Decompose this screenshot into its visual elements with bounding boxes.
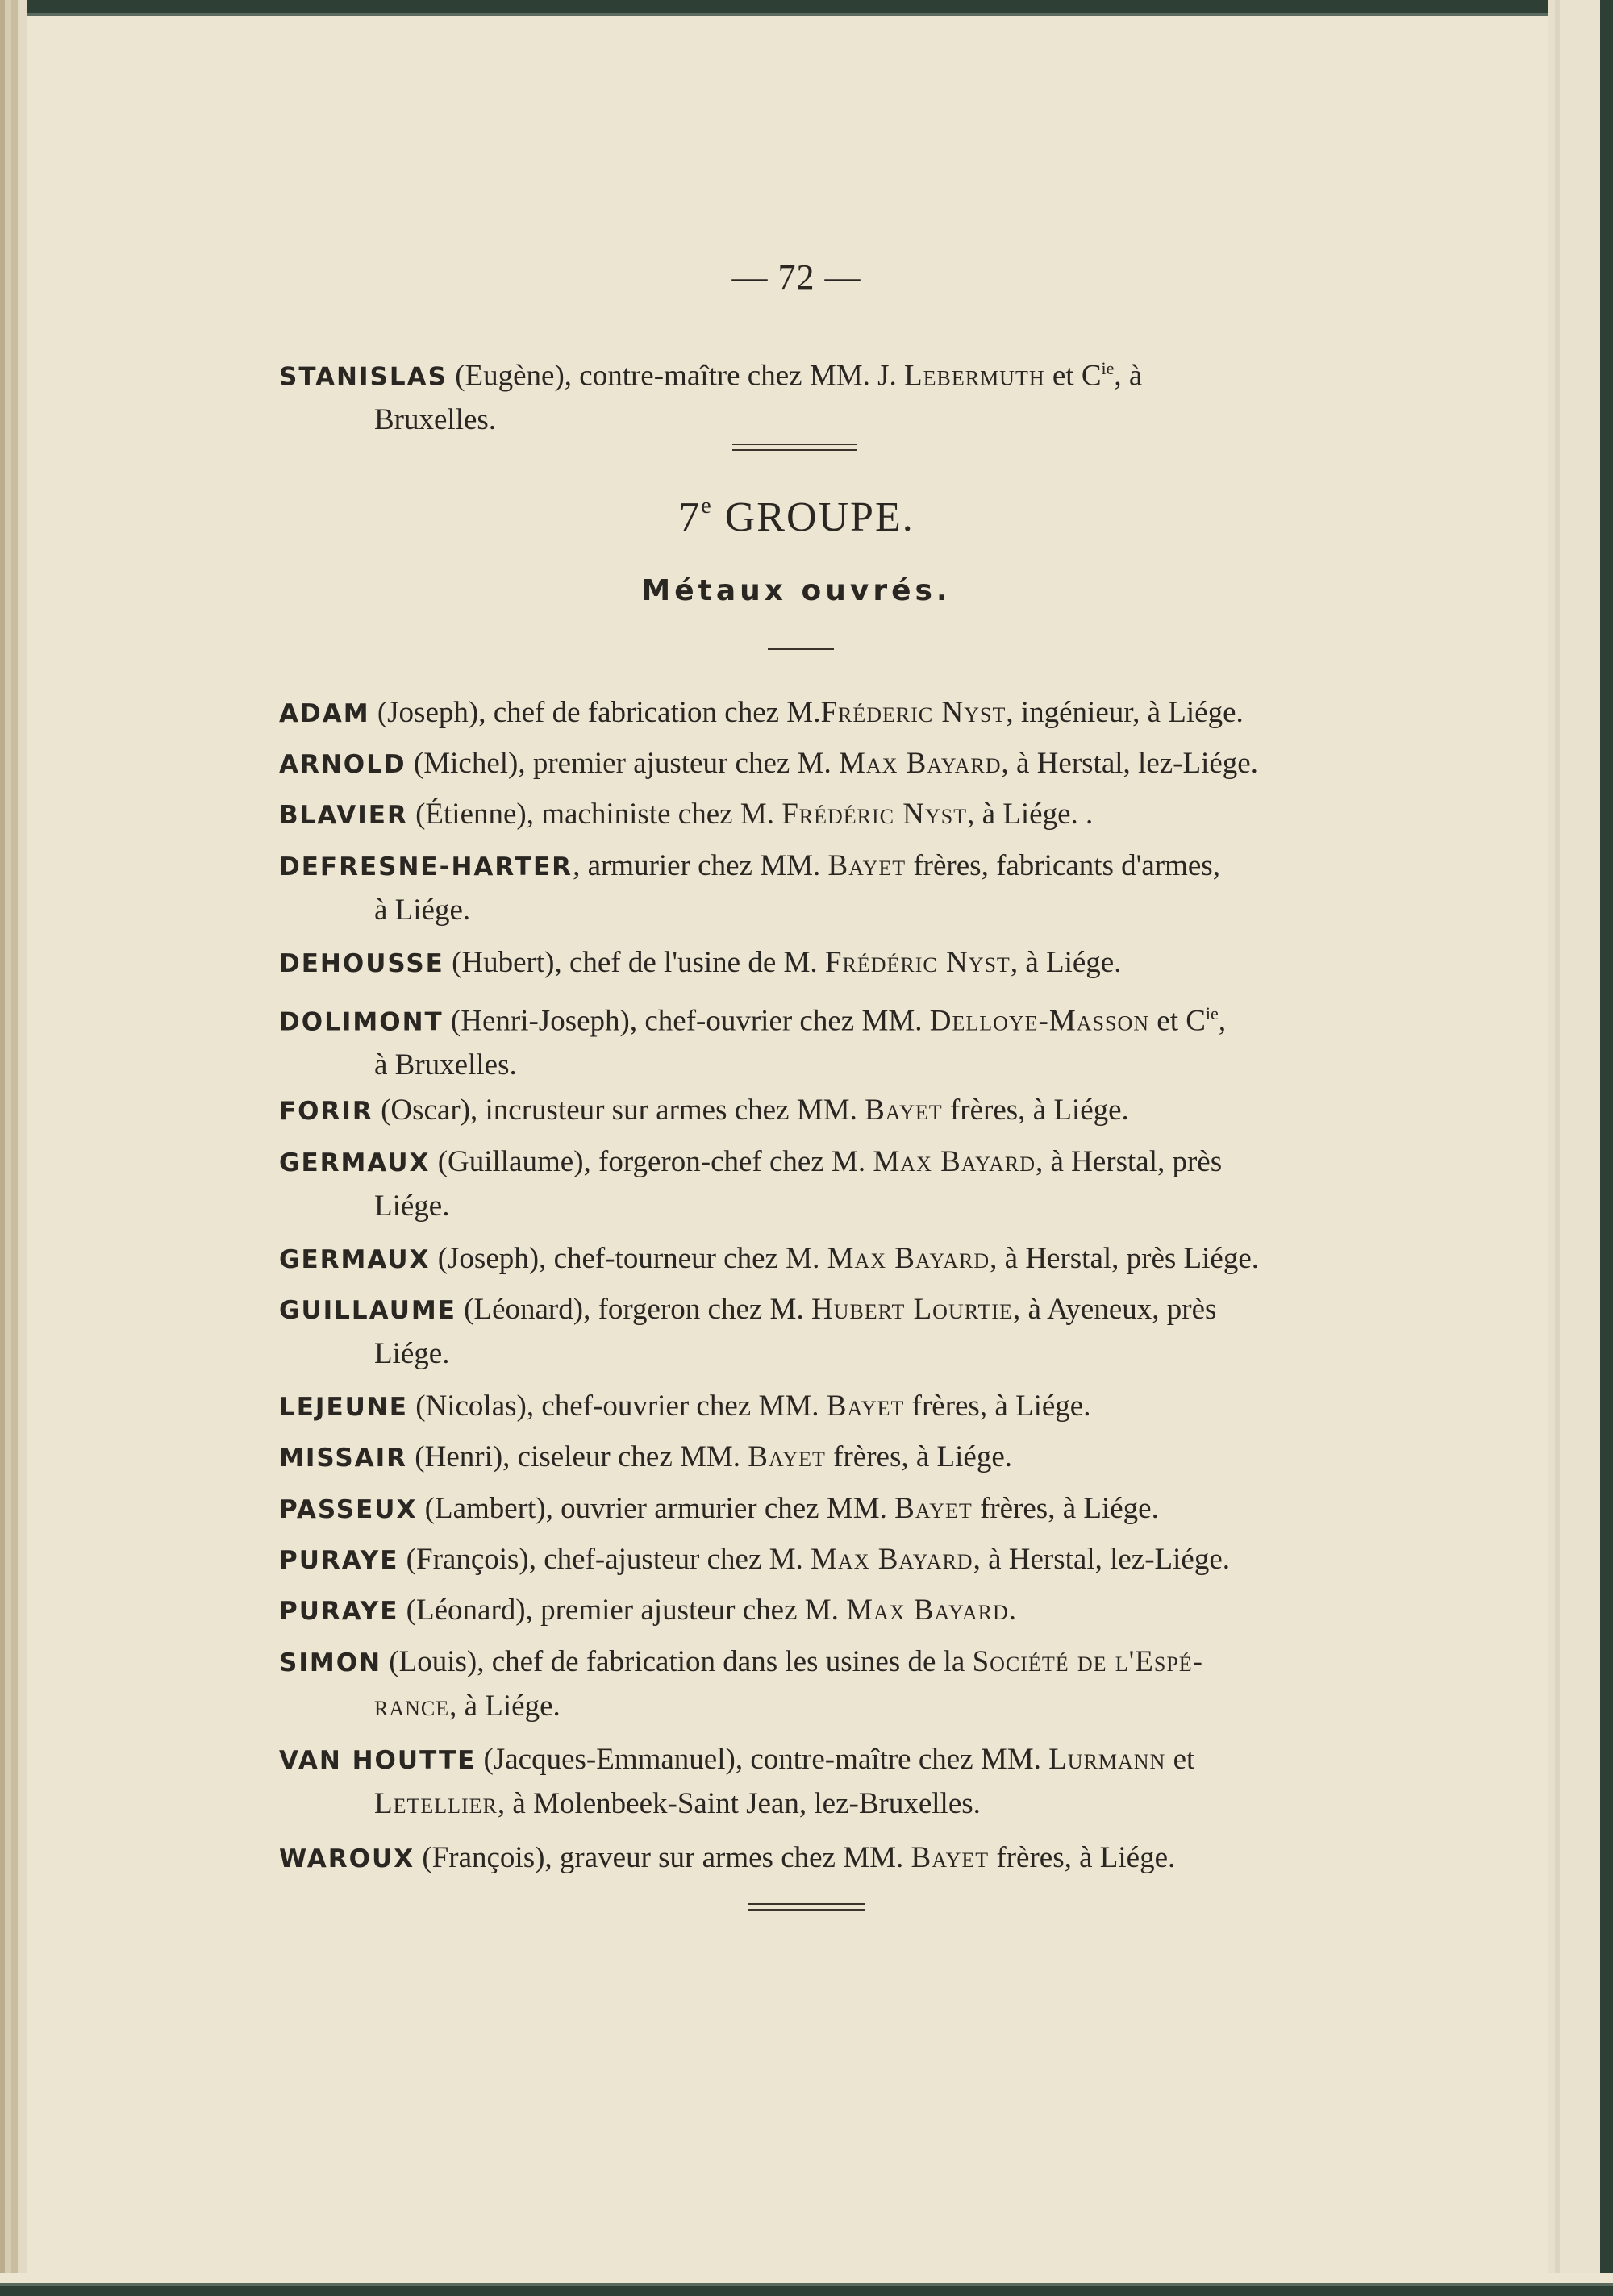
entry-text: (Joseph), chef-tourneur chez M. xyxy=(430,1242,827,1275)
entry-firm: Lurmann xyxy=(1048,1743,1166,1776)
entry-firm: Max Bayard xyxy=(873,1145,1036,1178)
entry-text: (Nicolas), chef-ouvrier chez MM. xyxy=(407,1390,827,1423)
entry-text: (François), graveur sur armes chez MM. xyxy=(415,1841,911,1874)
entry-firm: Frédéric Nyst xyxy=(781,798,968,831)
entry-text: (Étienne), machiniste chez M. xyxy=(407,798,782,831)
double-rule-end xyxy=(748,1903,865,1911)
list-item xyxy=(279,793,1327,837)
list-item xyxy=(279,1288,1327,1376)
entry-continuation-text: à Bruxelles. xyxy=(374,1048,517,1082)
entry-name: PASSEUX xyxy=(279,1495,418,1524)
entry-continuation-firm: Letellier xyxy=(374,1787,498,1820)
entry-name: MISSAIR xyxy=(279,1444,408,1473)
entry-text: (Léonard), premier ajusteur chez M. xyxy=(398,1594,847,1627)
entry-name: GERMAUX xyxy=(279,1245,431,1274)
entry-text-after: frères, à Liége. xyxy=(989,1841,1176,1874)
entry-name: ARNOLD xyxy=(279,750,406,779)
entry-superscript: ie xyxy=(1205,1003,1219,1023)
entry-name: GUILLAUME xyxy=(279,1296,456,1325)
entry-name: VAN HOUTTE xyxy=(279,1746,477,1775)
list-item xyxy=(279,844,1327,932)
entry-text-after: , à Herstal, lez-Liége. xyxy=(973,1543,1231,1576)
entry-firm: Bayet xyxy=(865,1094,943,1127)
entry-superscript: ie xyxy=(1101,358,1115,378)
entry-name: DEFRESNE-HARTER xyxy=(279,852,573,881)
entry-text: , armurier chez MM. xyxy=(573,849,828,882)
entry-text: (Oscar), incrusteur sur armes chez MM. xyxy=(373,1094,865,1127)
entry-text: (Guillaume), forgeron-chef chez M. xyxy=(430,1145,873,1178)
entry-text-end: , à xyxy=(1114,359,1143,393)
entry-text-after: et xyxy=(1165,1743,1195,1776)
entry-firm: Lebermuth xyxy=(904,359,1045,393)
entry-continuation xyxy=(279,1332,1327,1376)
entry-text: (Jacques-Emmanuel), contre-maître chez MM. xyxy=(476,1743,1049,1776)
list-item xyxy=(279,1738,1327,1826)
entry-continuation xyxy=(279,1782,1327,1826)
entry-firm: Bayet xyxy=(911,1841,990,1874)
entry-text-after: frères, fabricants d'armes, xyxy=(906,849,1220,882)
entry-text-after: , à Ayeneux, près xyxy=(1012,1293,1217,1326)
entry-firm: Bayet xyxy=(748,1440,826,1473)
list-item xyxy=(279,1589,1327,1633)
entry-firm: Bayet xyxy=(894,1492,973,1525)
list-item xyxy=(279,1836,1327,1881)
entry-text: (Joseph), chef de fabrication chez M. xyxy=(369,696,821,729)
entry-firm: Max Bayard xyxy=(827,1242,990,1275)
entry-text: (Hubert), chef de l'usine de M. xyxy=(444,946,825,979)
entry-text-end: , xyxy=(1218,1004,1227,1038)
entry-continuation xyxy=(279,1185,1327,1228)
list-item xyxy=(279,1140,1327,1228)
entry-firm: Max Bayard xyxy=(811,1543,973,1576)
list-item xyxy=(279,691,1327,735)
group-subheading: Métaux ouvrés. xyxy=(641,574,952,607)
entry-firm: Frédéric Nyst xyxy=(824,946,1011,979)
book-spine-edge xyxy=(0,0,27,2296)
double-rule-divider xyxy=(732,444,857,451)
entry-name: DEHOUSSE xyxy=(279,949,444,978)
entry-continuation xyxy=(279,1685,1327,1728)
list-item xyxy=(279,1436,1327,1480)
page-top-edge xyxy=(0,0,1613,21)
single-rule-divider xyxy=(768,648,834,650)
entry-text: (Eugène), contre-maître chez MM. J. xyxy=(455,359,905,393)
group-number-suffix: e xyxy=(701,494,713,519)
list-item xyxy=(279,1237,1327,1281)
page-number: — 72 — xyxy=(731,257,861,297)
entry-name: WAROUX xyxy=(279,1844,415,1873)
list-item xyxy=(279,941,1327,985)
page-bottom-edge xyxy=(0,2273,1613,2296)
entry-firm: Société de l'Espé- xyxy=(972,1645,1204,1678)
entry-text: (Lambert), ouvrier armurier chez MM. xyxy=(417,1492,895,1525)
list-item xyxy=(279,1640,1327,1728)
entry-text-after: frères, à Liége. xyxy=(825,1440,1013,1473)
list-item xyxy=(279,1487,1327,1531)
entry-continuation: Bruxelles. xyxy=(374,403,497,437)
entry-text-after: frères, à Liége. xyxy=(972,1492,1159,1525)
entry-continuation-text: à Liége. xyxy=(374,894,471,927)
entry-text: (Henri), ciseleur chez MM. xyxy=(407,1440,748,1473)
entry-firm: Delloye-Masson xyxy=(929,1004,1150,1038)
list-item xyxy=(279,1538,1327,1582)
group-heading xyxy=(0,494,1593,541)
entry-text-after: , à Herstal, lez-Liége. xyxy=(1001,747,1258,780)
entry-firm: Bayet xyxy=(827,849,907,882)
list-item xyxy=(279,992,1327,1087)
entry-continuation-text: Liége. xyxy=(374,1337,450,1370)
list-item xyxy=(279,742,1327,786)
entry-continuation-firm: rance xyxy=(374,1690,450,1723)
list-item xyxy=(279,1089,1327,1133)
entry-name: PURAYE xyxy=(279,1546,399,1575)
entry-text-after: , à Liége. xyxy=(1010,946,1122,979)
entry-text-after: frères, à Liége. xyxy=(942,1094,1129,1127)
entry-name: PURAYE xyxy=(279,1597,399,1626)
entry-name: SIMON xyxy=(279,1648,382,1677)
entry-name: BLAVIER xyxy=(279,801,408,830)
entry-name: DOLIMONT xyxy=(279,1007,444,1037)
entry-text-after: . xyxy=(1008,1594,1016,1627)
entry-name: ADAM xyxy=(279,699,370,728)
group-number: 7 xyxy=(678,494,702,540)
entry-firm: Bayet xyxy=(826,1390,905,1423)
list-item xyxy=(279,1385,1327,1429)
entry-text-after: , à Herstal, près xyxy=(1035,1145,1223,1178)
entry-continuation-text: , à Molenbeek-Saint Jean, lez-Bruxelles. xyxy=(497,1787,981,1820)
entry-text-after: et C xyxy=(1149,1004,1206,1038)
entry-text: (Henri-Joseph), chef-ouvrier chez MM. xyxy=(443,1004,930,1038)
entry-text: (Léonard), forgeron chez M. xyxy=(456,1293,811,1326)
entry-text-after: , à Herstal, près Liége. xyxy=(990,1242,1260,1275)
entry-name: FORIR xyxy=(279,1097,373,1126)
entry-firm: Max Bayard xyxy=(846,1594,1009,1627)
entry-text-after: et C xyxy=(1052,359,1102,393)
entry-name: LEJEUNE xyxy=(279,1393,408,1422)
entry-continuation-text: Liége. xyxy=(374,1190,450,1223)
entry-name: GERMAUX xyxy=(279,1148,431,1177)
entry-text-after: frères, à Liége. xyxy=(904,1390,1091,1423)
entry-firm: Hubert Lourtie xyxy=(811,1293,1013,1326)
entry-continuation xyxy=(279,1044,1327,1087)
entry-stanislas xyxy=(279,347,1327,442)
entry-text-after: , à Liége. . xyxy=(967,798,1094,831)
entry-text: (François), chef-ajusteur chez M. xyxy=(398,1543,811,1576)
entry-firm: Fréderic Nyst xyxy=(820,696,1007,729)
entry-name: STANISLAS xyxy=(279,362,448,392)
entry-text-after: , ingénieur, à Liége. xyxy=(1006,696,1244,729)
group-title: GROUPE. xyxy=(724,494,915,540)
entry-text: (Michel), premier ajusteur chez M. xyxy=(406,747,839,780)
page-right-edge xyxy=(1548,0,1613,2296)
entry-continuation-text: , à Liége. xyxy=(449,1690,561,1723)
entry-text: (Louis), chef de fabrication dans les usines de la xyxy=(381,1645,973,1678)
entry-continuation xyxy=(279,889,1327,932)
entry-firm: Max Bayard xyxy=(838,747,1002,780)
